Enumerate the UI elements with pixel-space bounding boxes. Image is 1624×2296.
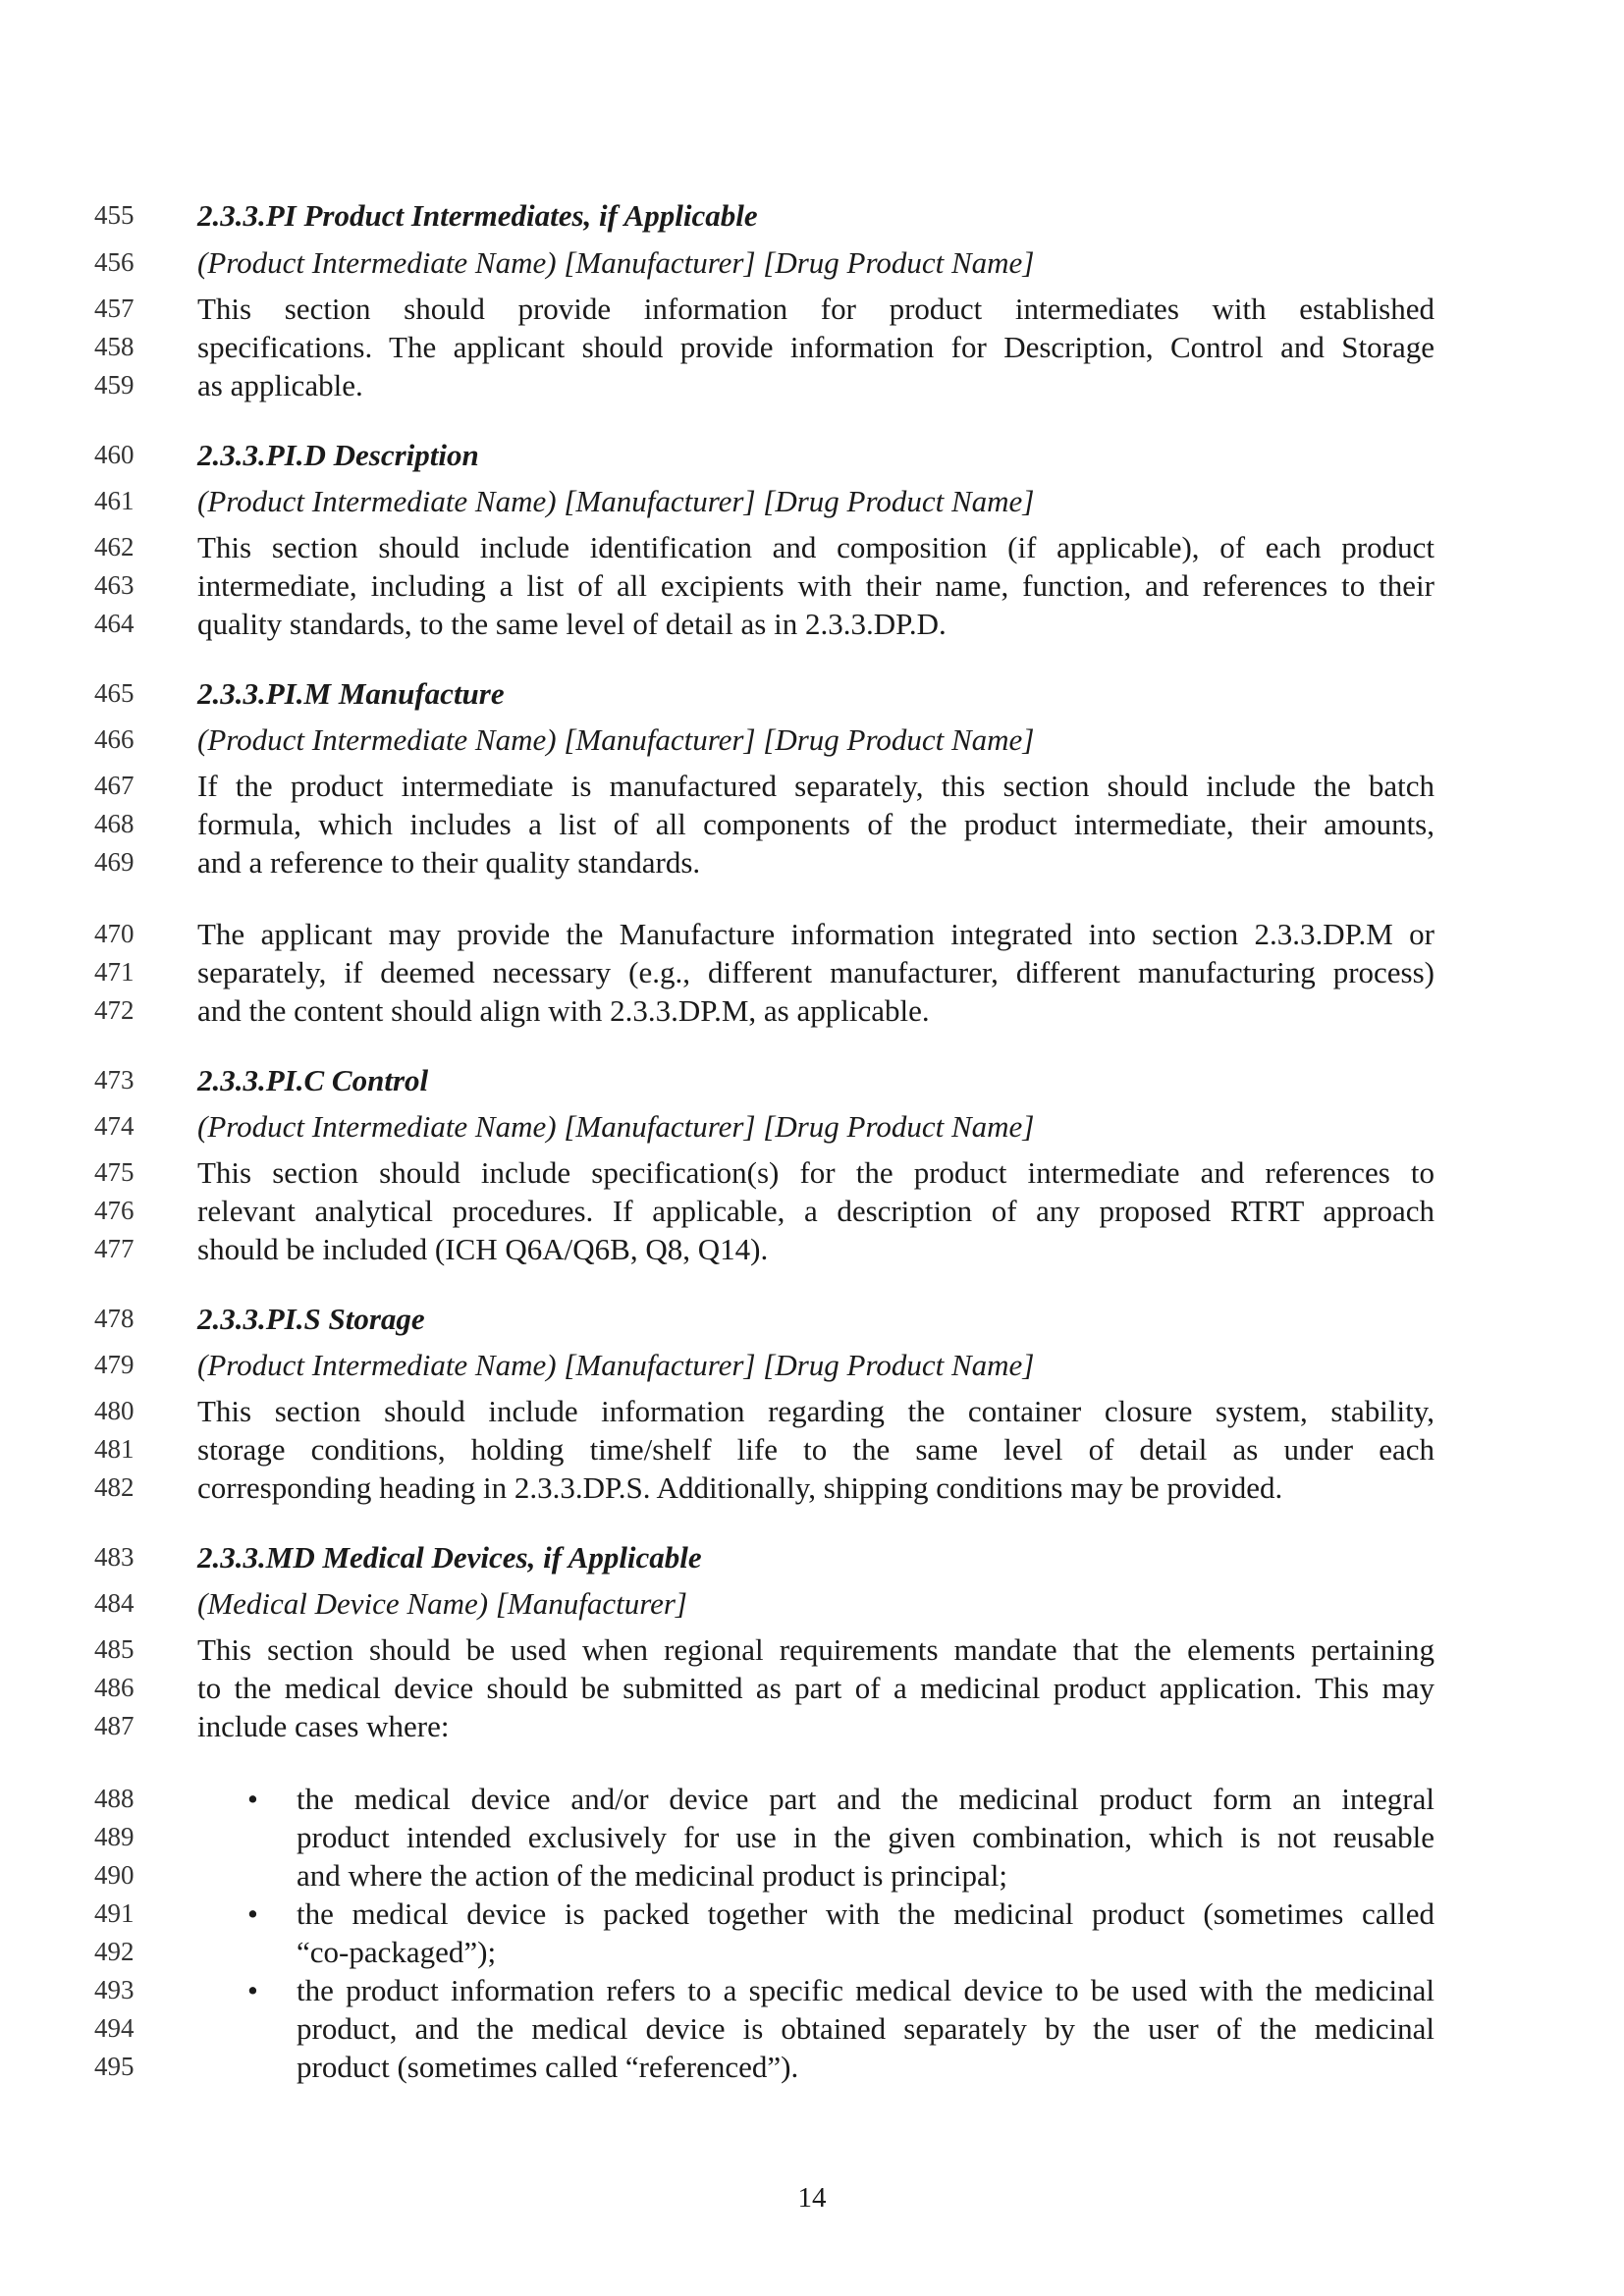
document-line xyxy=(0,1153,1624,1192)
bullet-item-text: the medical device is packed together with the medicinal product (sometimes called xyxy=(297,1896,1435,1931)
document-line xyxy=(0,566,1624,605)
line-number: 485 xyxy=(94,1634,135,1664)
document-line xyxy=(0,1107,1624,1146)
document-line xyxy=(0,1818,1624,1856)
section-heading: 2.3.3.MD Medical Devices, if Applicable xyxy=(197,1540,702,1575)
bullet-item-text: and where the action of the medicinal product is principal; xyxy=(297,1858,1007,1893)
document-line xyxy=(0,1584,1624,1623)
section-subtitle: (Medical Device Name) [Manufacturer] xyxy=(197,1586,687,1621)
document-line xyxy=(0,843,1624,881)
section-heading: 2.3.3.PI.D Description xyxy=(197,438,479,472)
body-text: This section should be used when regional requirements mandate that the elements pertaining xyxy=(197,1632,1435,1667)
line-number: 495 xyxy=(94,2052,135,2081)
document-line xyxy=(0,1300,1624,1338)
document-line xyxy=(0,805,1624,843)
document-line xyxy=(0,915,1624,953)
line-number: 487 xyxy=(94,1711,135,1740)
document-line xyxy=(0,2048,1624,2086)
line-number: 481 xyxy=(94,1434,135,1464)
section-subtitle: (Product Intermediate Name) [Manufacturer] [Drug Product Name] xyxy=(197,722,1035,757)
line-number: 483 xyxy=(94,1542,135,1572)
document-line xyxy=(0,1392,1624,1430)
line-number: 490 xyxy=(94,1860,135,1890)
document-line xyxy=(0,290,1624,328)
section-subtitle: (Product Intermediate Name) [Manufacturer] [Drug Product Name] xyxy=(197,1348,1035,1382)
line-number: 492 xyxy=(94,1937,135,1966)
bullet-icon: • xyxy=(247,1782,258,1816)
document-line xyxy=(0,674,1624,713)
document-line xyxy=(0,1895,1624,1933)
bullet-icon: • xyxy=(247,1973,258,2007)
document-line xyxy=(0,1780,1624,1818)
line-number: 461 xyxy=(94,486,135,515)
line-number: 460 xyxy=(94,440,135,469)
line-number: 464 xyxy=(94,609,135,638)
section-heading: 2.3.3.PI.C Control xyxy=(197,1063,429,1097)
document-line xyxy=(0,1971,1624,2009)
section-subtitle: (Product Intermediate Name) [Manufacturer] [Drug Product Name] xyxy=(197,1109,1035,1144)
body-text: This section should include identification and composition (if applicable), of each product xyxy=(197,530,1435,564)
line-number: 474 xyxy=(94,1111,135,1141)
document-line xyxy=(0,1933,1624,1971)
line-number: 457 xyxy=(94,294,135,323)
line-number: 469 xyxy=(94,847,135,877)
page-number: 14 xyxy=(797,2182,827,2214)
bullet-icon: • xyxy=(247,1896,258,1931)
document-line xyxy=(0,328,1624,366)
document-line xyxy=(0,1856,1624,1895)
line-number: 493 xyxy=(94,1975,135,2004)
body-text: and a reference to their quality standards. xyxy=(197,845,701,880)
line-number: 473 xyxy=(94,1065,135,1095)
body-text: specifications. The applicant should provide information for Description, Control and Storage xyxy=(197,330,1435,364)
body-text: If the product intermediate is manufactured separately, this section should include the batch xyxy=(197,769,1435,803)
body-text: and the content should align with 2.3.3.DP.M, as applicable. xyxy=(197,993,930,1028)
line-number: 470 xyxy=(94,919,135,948)
section-subtitle: (Product Intermediate Name) [Manufacturer] [Drug Product Name] xyxy=(197,245,1035,280)
line-number: 478 xyxy=(94,1304,135,1333)
line-number: 488 xyxy=(94,1784,135,1813)
body-text: This section should provide information for product intermediates with established xyxy=(197,292,1435,326)
section-subtitle: (Product Intermediate Name) [Manufacturer] [Drug Product Name] xyxy=(197,484,1035,518)
section-heading: 2.3.3.PI.S Storage xyxy=(197,1302,425,1336)
document-line xyxy=(0,1669,1624,1707)
line-number: 465 xyxy=(94,678,135,708)
line-number: 466 xyxy=(94,724,135,754)
body-text: The applicant may provide the Manufacture information integrated into section 2.3.3.DP.M or xyxy=(197,917,1435,951)
line-number: 486 xyxy=(94,1673,135,1702)
line-number: 491 xyxy=(94,1898,135,1928)
line-number: 482 xyxy=(94,1472,135,1502)
document-line xyxy=(0,1230,1624,1268)
body-text: should be included (ICH Q6A/Q6B, Q8, Q14). xyxy=(197,1232,769,1266)
document-line xyxy=(0,436,1624,474)
body-text: storage conditions, holding time/shelf life to the same level of detail as under each xyxy=(197,1432,1435,1467)
document-line xyxy=(0,1192,1624,1230)
body-text: formula, which includes a list of all components of the product intermediate, their amounts, xyxy=(197,807,1435,841)
body-text: corresponding heading in 2.3.3.DP.S. Additionally, shipping conditions may be provided. xyxy=(197,1470,1283,1505)
document-line xyxy=(0,1061,1624,1099)
line-number: 475 xyxy=(94,1157,135,1187)
line-number: 484 xyxy=(94,1588,135,1618)
line-number: 467 xyxy=(94,771,135,800)
body-text: to the medical device should be submitted as part of a medicinal product application. This may xyxy=(197,1671,1435,1705)
bullet-item-text: the product information refers to a specific medical device to be used with the medicinal xyxy=(297,1973,1435,2007)
document-line xyxy=(0,767,1624,805)
line-number: 489 xyxy=(94,1822,135,1851)
document-line xyxy=(0,196,1624,235)
body-text: as applicable. xyxy=(197,368,363,402)
bullet-item-text: product, and the medical device is obtained separately by the user of the medicinal xyxy=(297,2011,1435,2046)
document-line xyxy=(0,1538,1624,1576)
document-line xyxy=(0,1346,1624,1384)
line-number: 477 xyxy=(94,1234,135,1263)
line-number: 468 xyxy=(94,809,135,838)
line-number: 471 xyxy=(94,957,135,987)
bullet-item-text: product intended exclusively for use in the given combination, which is not reusable xyxy=(297,1820,1435,1854)
document-line xyxy=(0,991,1624,1030)
document-line xyxy=(0,1707,1624,1745)
line-number: 472 xyxy=(94,995,135,1025)
bullet-item-text: “co-packaged”); xyxy=(297,1935,497,1969)
body-text: quality standards, to the same level of detail as in 2.3.3.DP.D. xyxy=(197,607,947,641)
line-number: 494 xyxy=(94,2013,135,2043)
line-number: 458 xyxy=(94,332,135,361)
document-line xyxy=(0,366,1624,404)
line-number: 480 xyxy=(94,1396,135,1425)
document-line xyxy=(0,1630,1624,1669)
line-number: 455 xyxy=(94,200,135,230)
document-line xyxy=(0,721,1624,759)
line-number: 479 xyxy=(94,1350,135,1379)
body-text: intermediate, including a list of all excipients with their name, function, and references to their xyxy=(197,568,1435,603)
body-text: include cases where: xyxy=(197,1709,450,1743)
line-number: 456 xyxy=(94,247,135,277)
document-line xyxy=(0,482,1624,520)
document-line xyxy=(0,1468,1624,1507)
line-number: 459 xyxy=(94,370,135,400)
document-line xyxy=(0,1430,1624,1468)
document-line xyxy=(0,605,1624,643)
bullet-item-text: product (sometimes called “referenced”). xyxy=(297,2050,799,2084)
section-heading: 2.3.3.PI Product Intermediates, if Applicable xyxy=(197,198,758,233)
body-text: relevant analytical procedures. If applicable, a description of any proposed RTRT approach xyxy=(197,1194,1435,1228)
document-line xyxy=(0,243,1624,282)
body-text: separately, if deemed necessary (e.g., different manufacturer, different manufacturing process) xyxy=(197,955,1435,989)
section-heading: 2.3.3.PI.M Manufacture xyxy=(197,676,505,711)
document-line xyxy=(0,2009,1624,2048)
line-number: 463 xyxy=(94,570,135,600)
body-text: This section should include information regarding the container closure system, stability, xyxy=(197,1394,1435,1428)
line-number: 476 xyxy=(94,1196,135,1225)
bullet-item-text: the medical device and/or device part and the medicinal product form an integral xyxy=(297,1782,1435,1816)
line-number: 462 xyxy=(94,532,135,561)
body-text: This section should include specification(s) for the product intermediate and references to xyxy=(197,1155,1435,1190)
document-line xyxy=(0,953,1624,991)
document-line xyxy=(0,528,1624,566)
